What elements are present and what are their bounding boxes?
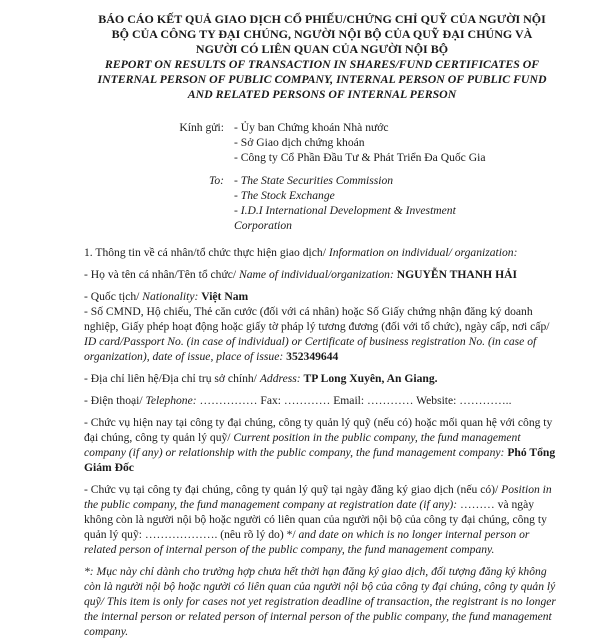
id-card-field: [84, 304, 560, 364]
title-en-line: AND RELATED PERSONS OF INTERNAL PERSON: [187, 87, 457, 101]
email-label: Email:: [333, 394, 365, 407]
section-1-vi: 1. Thông tin về cá nhân/tổ chức thực hiện giao dịch/: [84, 246, 326, 259]
footnote: [84, 564, 560, 639]
no-longer-internal-blank: ……………….: [144, 528, 218, 541]
address-value: TP Long Xuyên, An Giang.: [303, 372, 438, 385]
footnote-en: This item is only for cases not yet registration deadline of transaction, the registrant is no longer the internal person or related person of internal person of the public company, the fund management company.: [84, 595, 556, 638]
position-label-en: Current position in the public company, the fund management company (if any) or relationship with the public company, the fund management company:: [84, 431, 521, 459]
title-vi-line: BỘ CỦA CÔNG TY ĐẠI CHÚNG, NGƯỜI NỘI BỘ CỦA QUỸ ĐẠI CHÚNG VÀ: [111, 27, 533, 41]
recipient-item: Corporation: [234, 219, 292, 232]
title-english: [84, 57, 560, 102]
title-vietnamese: [84, 12, 560, 57]
current-position-field: [84, 415, 560, 475]
email-blank: …………: [367, 394, 414, 407]
title-vi-line: BÁO CÁO KẾT QUẢ GIAO DỊCH CỔ PHIẾU/CHỨNG CHỈ QUỸ CỦA NGƯỜI NỘI: [98, 12, 546, 26]
nationality-label-vi: - Quốc tịch/: [84, 290, 140, 303]
website-blank: …………..: [459, 394, 512, 407]
no-longer-internal-label-en: and date on which is no longer internal person or related person of internal person of the public company, the fund management company.: [84, 528, 530, 556]
address-field: [84, 371, 560, 386]
recipient-item: - Công ty Cổ Phần Đầu Tư & Phát Triển Đa Quốc Gia: [234, 151, 486, 164]
recipients-vietnamese: [84, 120, 560, 165]
recipients-english: [84, 173, 560, 233]
recipient-item: - Sở Giao dịch chứng khoán: [234, 136, 365, 149]
name-label-vi: - Họ và tên cá nhân/Tên tổ chức/: [84, 268, 237, 281]
recipient-item: - I.D.I International Development & Investment: [234, 204, 456, 217]
name-value: NGUYỄN THANH HẢI: [396, 268, 517, 281]
nationality-field: [84, 289, 560, 304]
address-label-vi: - Địa chỉ liên hệ/Địa chỉ trụ sở chính/: [84, 372, 257, 385]
registration-position-field: [84, 482, 560, 557]
recipients-label: Kính gửi:: [179, 121, 224, 134]
phone-blank: ……………: [199, 394, 258, 407]
name-field: [84, 267, 560, 282]
recipients-label: To:: [208, 174, 224, 187]
reg-position-label-vi: - Chức vụ tại công ty đại chúng, công ty quản lý quỹ tại ngày đăng ký giao dịch (nếu có)/: [84, 483, 499, 496]
title-vi-line: NGƯỜI CÓ LIÊN QUAN CỦA NGƯỜI NỘI BỘ: [195, 42, 449, 56]
footnote-vi: *: Mục này chỉ dành cho trường hợp chưa hết thời hạn đăng ký giao dịch, đối tượng đăng ký không còn là người nội bộ hoặc người có liên quan của người nội bộ của công ty đại chúng, công ty quản lý quỹ/: [84, 565, 556, 608]
reg-position-label-en: Position in the public company, the fund management company at registration date (if any):: [84, 483, 552, 511]
website-label: Website:: [416, 394, 457, 407]
no-longer-internal-label-vi: và ngày không còn là người nội bộ hoặc người có liên quan của người nội bộ của công ty đại chúng, công ty quản lý quỹ:: [84, 498, 547, 541]
phone-label-vi: - Điện thoại/: [84, 394, 143, 407]
section-1-heading: [84, 245, 560, 260]
phone-label-en: Telephone:: [145, 394, 197, 407]
recipient-item: - The Stock Exchange: [234, 189, 335, 202]
contact-field: [84, 393, 560, 408]
name-label-en: Name of individual/organization:: [239, 268, 394, 281]
reason-label-vi: (nêu rõ lý do) */: [220, 528, 296, 541]
position-label-vi: - Chức vụ hiện nay tại công ty đại chúng, công ty quản lý quỹ (nếu có) hoặc mối quan hệ với công ty đại chúng, công ty quản lý quỹ/: [84, 416, 553, 444]
id-card-value: 352349644: [286, 350, 339, 363]
fax-blank: …………: [283, 394, 331, 407]
nationality-value: Việt Nam: [201, 290, 249, 303]
reg-position-blank: ………: [459, 498, 495, 511]
recipient-item: - Ủy ban Chứng khoán Nhà nước: [234, 121, 389, 134]
address-label-en: Address:: [259, 372, 301, 385]
id-card-label-en: ID card/Passport No. (in case of individual) or Certificate of business registration No. (in case of organization), date of issue, place of issue:: [84, 335, 537, 363]
position-value: Phó Tổng Giám Đốc: [84, 446, 556, 474]
recipient-item: - The State Securities Commission: [234, 174, 394, 187]
nationality-label-en: Nationality:: [142, 290, 199, 303]
fax-label: Fax:: [260, 394, 282, 407]
title-en-line: INTERNAL PERSON OF PUBLIC COMPANY, INTERNAL PERSON OF PUBLIC FUND: [97, 72, 547, 86]
title-en-line: REPORT ON RESULTS OF TRANSACTION IN SHARES/FUND CERTIFICATES OF: [104, 57, 540, 71]
section-1-en: Information on individual/ organization:: [328, 246, 518, 259]
id-card-label-vi: - Số CMND, Hộ chiếu, Thẻ căn cước (đối với cá nhân) hoặc Số Giấy chứng nhận đăng ký doanh nghiệp, Giấy phép hoạt động hoặc giấy tờ pháp lý tương đương (đối với tổ chức), ngày cấp, nơi cấp/: [84, 305, 550, 333]
